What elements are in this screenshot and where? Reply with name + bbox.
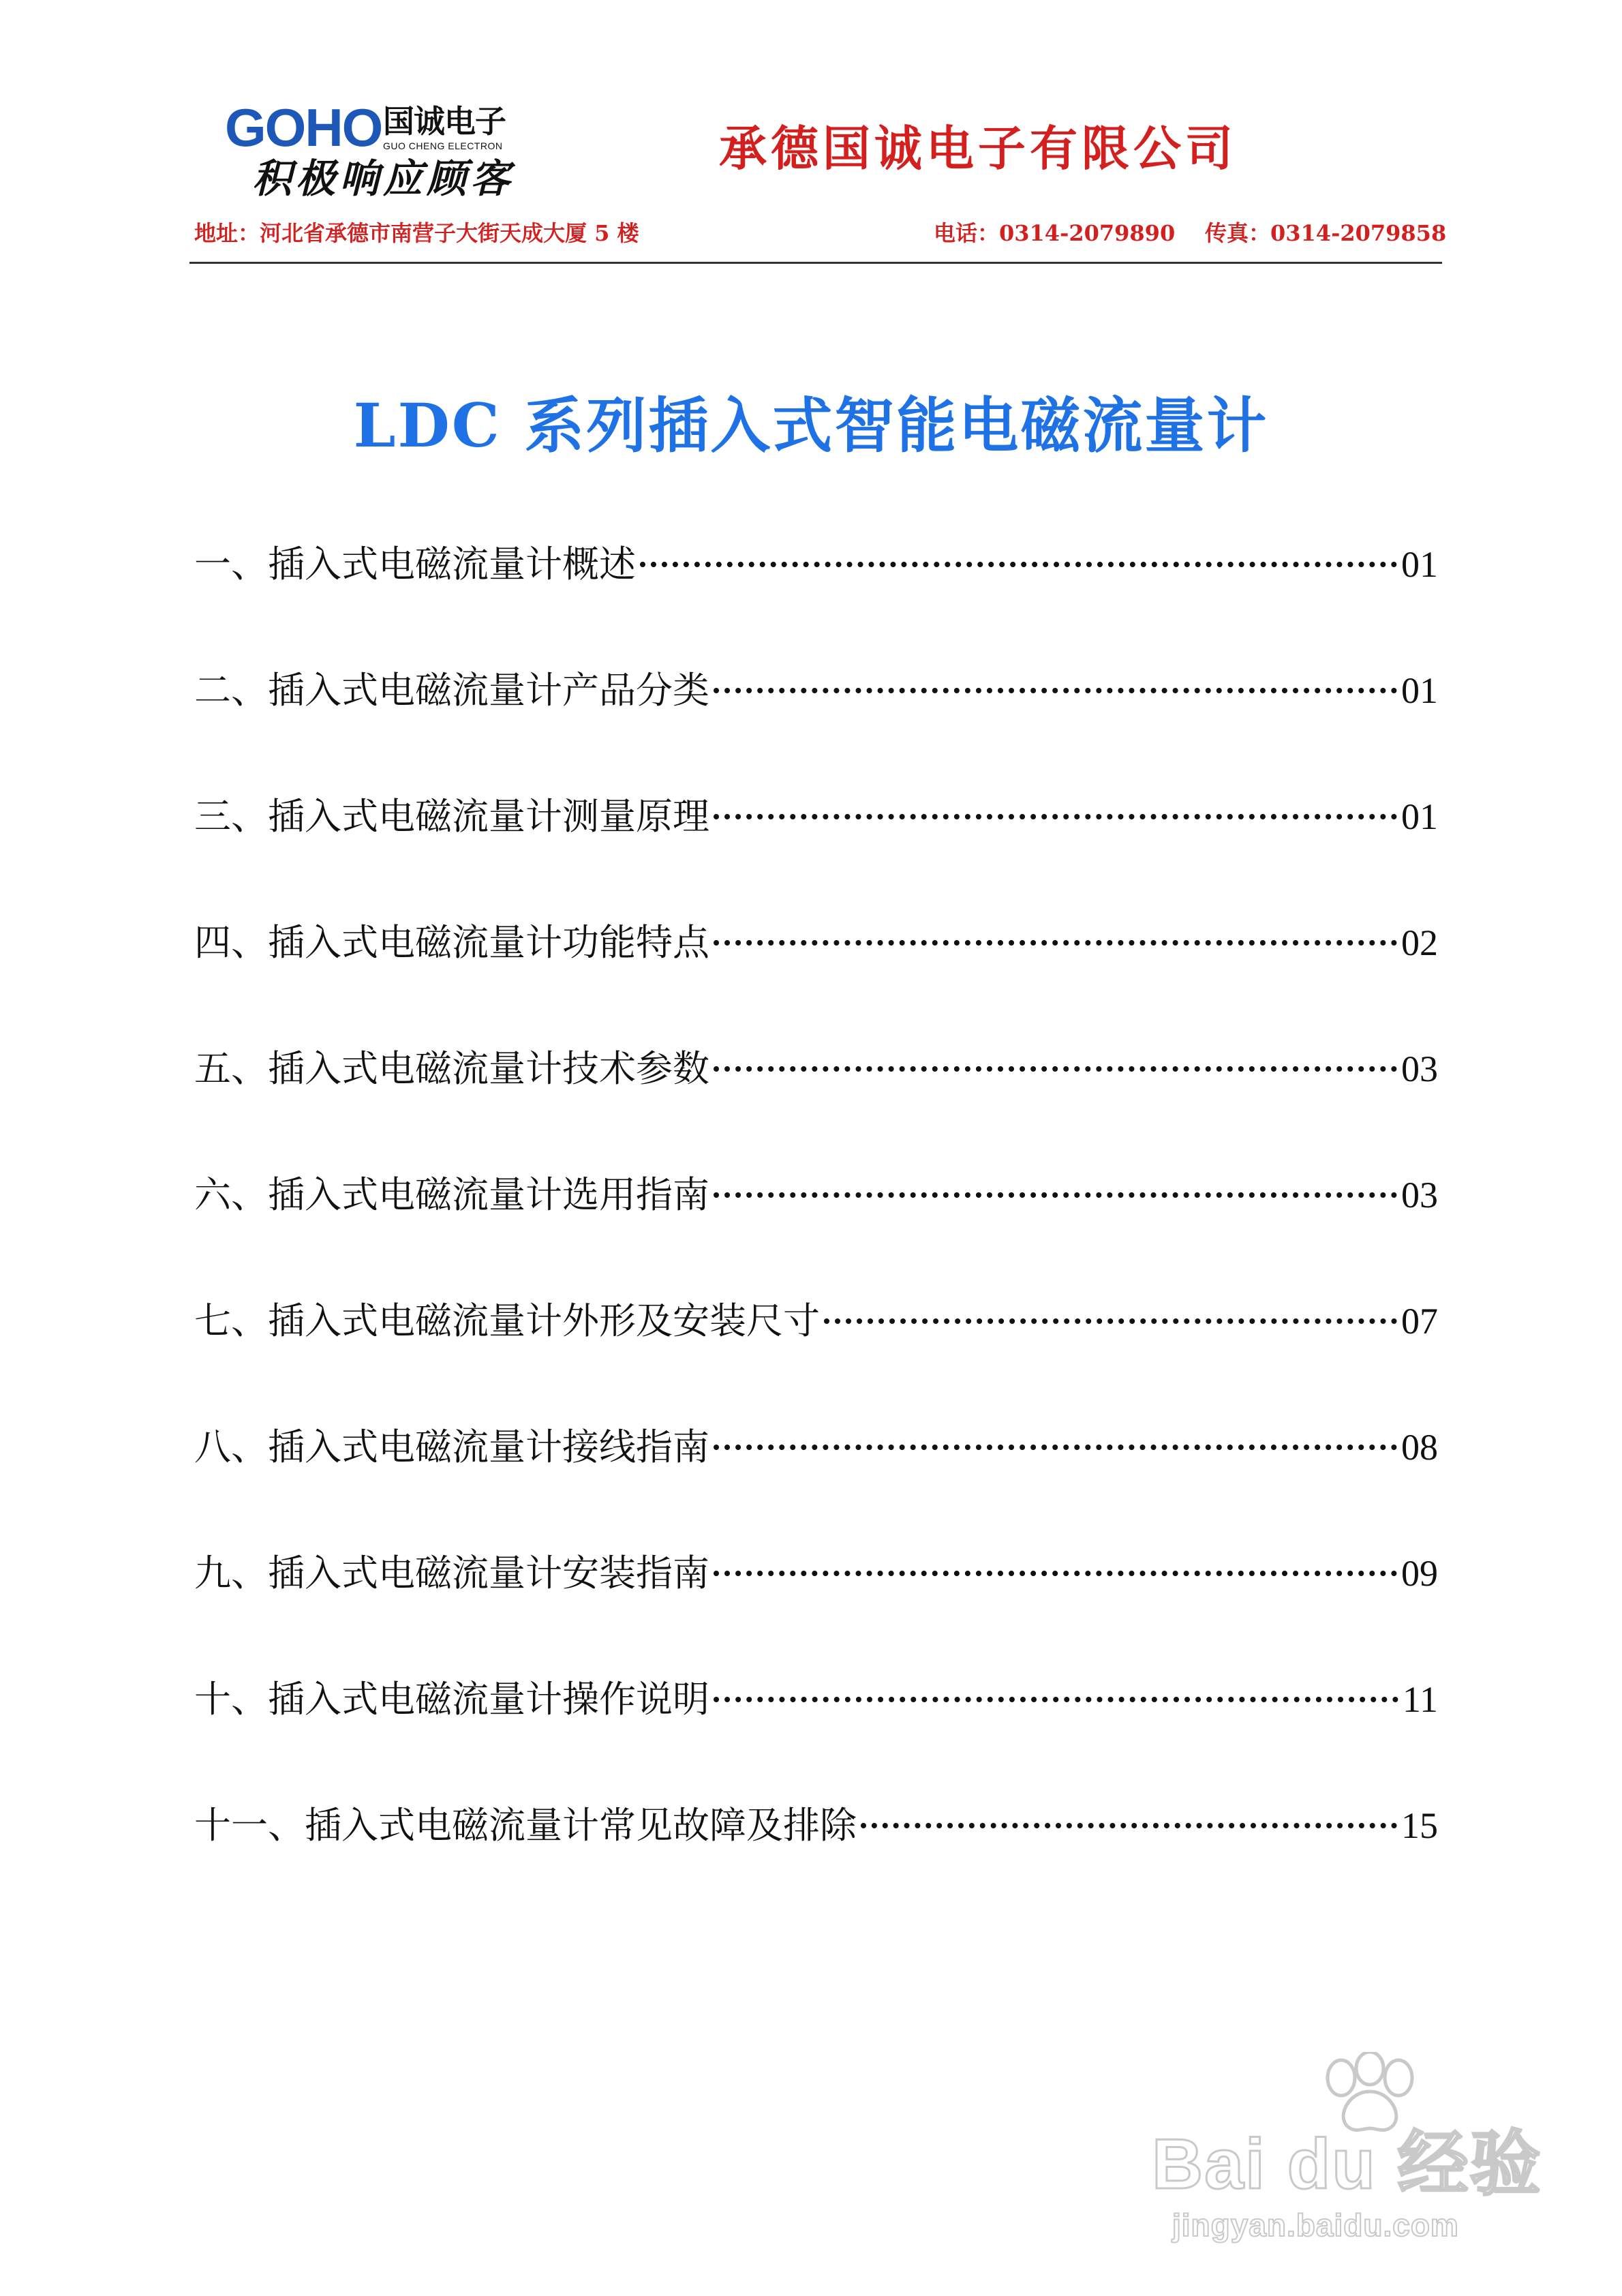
- company-phone: 电话：0314-2079890: [934, 220, 1176, 246]
- company-logo: [225, 97, 545, 202]
- logo-english-name: GUO CHENG ELECTRON: [383, 140, 503, 151]
- toc-entry-page-number: 09: [1401, 1553, 1438, 1594]
- toc-entry: [194, 1292, 1438, 1418]
- toc-entry-label: 一、插入式电磁流量计概述: [194, 543, 636, 586]
- toc-entry-label: 七、插入式电磁流量计外形及安装尺寸: [194, 1299, 820, 1342]
- toc-dot-leader: [640, 562, 1397, 567]
- toc-entry-label: 三、插入式电磁流量计测量原理: [194, 795, 709, 838]
- toc-entry: [194, 1670, 1438, 1796]
- toc-dot-leader: [714, 1697, 1398, 1702]
- toc-entry-label: 八、插入式电磁流量计接线指南: [194, 1425, 709, 1468]
- toc-dot-leader: [861, 1823, 1397, 1828]
- logo-slogan: 积极响应顾客: [252, 155, 515, 202]
- toc-entry: [194, 661, 1438, 787]
- toc-dot-leader: [714, 1066, 1397, 1072]
- toc-dot-leader: [714, 1445, 1397, 1450]
- company-name: 承德国诚电子有限公司: [719, 121, 1237, 177]
- toc-entry-label: 十一、插入式电磁流量计常见故障及排除: [194, 1804, 857, 1847]
- company-fax: 传真：0314-2079858: [1205, 220, 1447, 246]
- toc-entry-page-number: 03: [1401, 1048, 1438, 1089]
- toc-entry: [194, 787, 1438, 913]
- logo-mark: GOHO: [225, 97, 382, 157]
- toc-entry-label: 十、插入式电磁流量计操作说明: [194, 1678, 709, 1721]
- toc-entry: [194, 1040, 1438, 1166]
- toc-entry-label: 二、插入式电磁流量计产品分类: [194, 669, 709, 712]
- toc-entry: [194, 1544, 1438, 1670]
- toc-entry-label: 六、插入式电磁流量计选用指南: [194, 1173, 709, 1216]
- header-divider: [189, 262, 1442, 264]
- toc-entry-page-number: 15: [1401, 1805, 1438, 1846]
- toc-dot-leader: [714, 814, 1397, 819]
- toc-entry-page-number: 02: [1401, 922, 1438, 963]
- toc-entry-page-number: 01: [1401, 796, 1438, 837]
- toc-entry: [194, 1166, 1438, 1292]
- watermark-url: jingyan.baidu.com: [1172, 2207, 1459, 2243]
- toc-dot-leader: [714, 1192, 1397, 1198]
- paw-icon: [1302, 2052, 1438, 2134]
- toc-dot-leader: [824, 1318, 1397, 1324]
- toc-entry: [194, 913, 1438, 1040]
- company-address: 地址：河北省承德市南营子大街天成大厦 5 楼: [194, 220, 639, 246]
- toc-entry: [194, 1796, 1438, 1922]
- toc-entry-page-number: 01: [1401, 670, 1438, 711]
- toc-entry-page-number: 11: [1403, 1679, 1438, 1720]
- toc-entry-page-number: 08: [1401, 1427, 1438, 1468]
- toc-dot-leader: [714, 688, 1397, 693]
- document-title: LDC 系列插入式智能电磁流量计: [353, 389, 1269, 461]
- toc-entry-label: 九、插入式电磁流量计安装指南: [194, 1552, 709, 1595]
- toc-entry-page-number: 07: [1401, 1301, 1438, 1342]
- toc-entry-page-number: 03: [1401, 1175, 1438, 1215]
- logo-chinese-name: 国诚电子: [383, 103, 506, 140]
- toc-dot-leader: [714, 1571, 1397, 1576]
- toc-entry-page-number: 01: [1401, 544, 1438, 585]
- toc-entry: [194, 535, 1438, 661]
- toc-dot-leader: [714, 940, 1397, 946]
- toc-entry-label: 四、插入式电磁流量计功能特点: [194, 921, 709, 964]
- table-of-contents: [194, 535, 1438, 1922]
- baidu-jingyan-watermark: [1152, 2052, 1542, 2256]
- toc-entry: [194, 1418, 1438, 1544]
- watermark-brand: Bai du 经验: [1152, 2125, 1542, 2204]
- toc-entry-label: 五、插入式电磁流量计技术参数: [194, 1047, 709, 1090]
